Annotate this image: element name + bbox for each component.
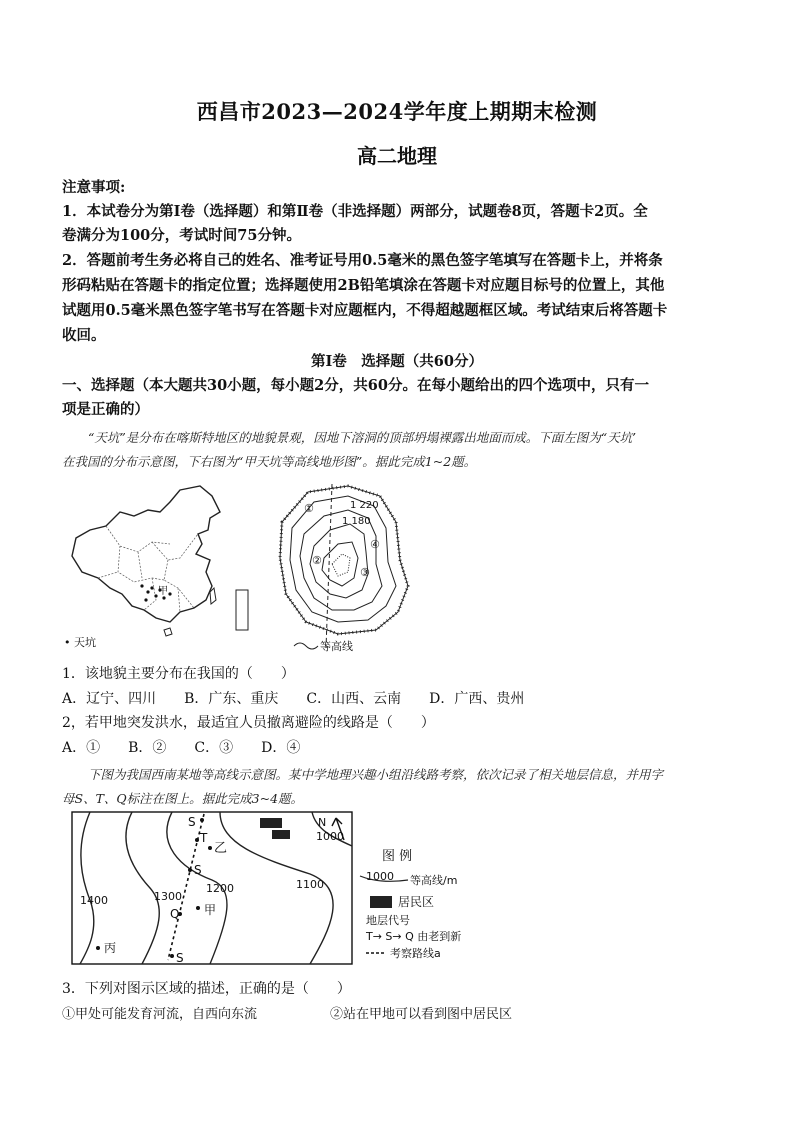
tiankeng-contour-map xyxy=(268,482,418,652)
map-label-jia: 甲 xyxy=(158,586,168,597)
map-legend-tiankeng: • 天坑 xyxy=(64,636,96,649)
notes-item2-line1: 2．答题前考生务必将自己的姓名、准考证号用0.5毫米的黑色签字笔填写在答题卡上，并将条 xyxy=(62,252,663,269)
china-karst-map xyxy=(60,482,250,652)
contour-legend-line xyxy=(294,643,318,649)
q2-stem: 2，若甲地突发洪水，最适宜人员撤离避险的线路是（ ） xyxy=(62,715,435,731)
notes-item1-line2: 卷满分为100分，考试时间75分钟。 xyxy=(62,227,301,244)
south-china-sea-inset xyxy=(236,590,248,630)
label-1200: 1200 xyxy=(206,882,234,895)
legend-strata-seq: T→ S→ Q 由老到新 xyxy=(366,930,462,943)
q1-options: A．辽宁、四川 B．广东、重庆 C．山西、云南 D．广西、贵州 xyxy=(62,691,525,707)
q3-option-1: ①甲处可能发育河流，自西向东流 xyxy=(62,1007,258,1022)
legend-title: 图 例 xyxy=(382,849,413,864)
q2-options: A．① B．② C．③ D．④ xyxy=(62,740,301,756)
passage1-line1: “天坑”是分布在喀斯特地区的地貌景观，因地下溶洞的顶部坍塌裸露出地面而成。下面左图为“天坑’ xyxy=(88,430,637,445)
label-yi: 乙 xyxy=(214,841,228,856)
q1-stem: 1．该地貌主要分布在我国的（ ） xyxy=(62,666,295,682)
notes-item2-line4: 收回。 xyxy=(62,327,106,344)
notes-item1-line1: 1．本试卷分为第Ⅰ卷（选择题）和第Ⅱ卷（非选择题）两部分，试题卷8页，答题卡2页。全 xyxy=(62,203,648,220)
taiwan-island xyxy=(210,588,216,604)
label-T: T xyxy=(200,831,208,845)
contour-core xyxy=(332,554,350,576)
section1-heading: 第Ⅰ卷 选择题（共60分） xyxy=(311,353,483,370)
label-bing: 丙 xyxy=(104,941,117,955)
legend-residential-swatch xyxy=(370,896,392,908)
point-S-top xyxy=(200,818,204,822)
label-S-top: S xyxy=(188,815,196,829)
point-yi xyxy=(208,846,212,850)
point-S-bottom xyxy=(170,954,174,958)
north-label: N xyxy=(318,816,327,829)
legend-strata-title: 地层代号 xyxy=(366,914,410,927)
contour-inner xyxy=(322,542,358,586)
passage1-line2: 在我国的分布示意图，下右图为“甲天坑等高线地形图”。据此完成1~2题。 xyxy=(62,454,477,469)
passage2-line2: 母S、T、Q标注在图上。据此完成3~4题。 xyxy=(62,791,304,806)
contour-legend-text: 等高线 xyxy=(320,640,353,652)
southwest-contour-map xyxy=(60,810,480,970)
legend-contour-text: 等高线/m xyxy=(410,874,458,887)
route-1: ① xyxy=(304,502,314,515)
q3-stem: 3．下列对图示区域的描述，正确的是（ ） xyxy=(62,981,351,997)
label-1400: 1400 xyxy=(80,894,108,907)
exam-subject: 高二地理 xyxy=(357,144,437,168)
legend-contour-value: 1000 xyxy=(366,870,394,883)
dashed-line xyxy=(326,484,332,648)
residential-block-2 xyxy=(272,830,290,839)
contour-outer xyxy=(280,486,408,634)
label-1000: 1000 xyxy=(316,830,344,843)
route-4: ④ xyxy=(370,538,380,551)
label-S-bottom: S xyxy=(176,951,184,965)
notes-heading: 注意事项: xyxy=(62,179,126,196)
contour-label-1220: 1 220 xyxy=(350,500,379,511)
label-S-mid: S xyxy=(194,863,202,877)
route-2: ② xyxy=(312,554,322,567)
point-jia xyxy=(196,906,200,910)
exam-title: 西昌市2023—2024学年度上期期末检测 xyxy=(196,99,598,124)
hainan-island xyxy=(164,628,172,636)
legend-route-text: 考察路线a xyxy=(390,947,441,960)
notes-item2-line3: 试题用0.5毫米黑色签字笔书写在答题卡对应题框内，不得超越题框区域。考试结束后将答题卡 xyxy=(62,302,668,319)
residential-block-1 xyxy=(260,818,282,828)
q3-option-2: ②站在甲地可以看到图中居民区 xyxy=(330,1007,513,1022)
label-1100: 1100 xyxy=(296,878,324,891)
section1-instruction-line1: 一、选择题（本大题共30小题，每小题2分，共60分。在每小题给出的四个选项中，只有一 xyxy=(62,377,649,394)
point-T xyxy=(195,838,199,842)
notes-item2-line2: 形码粘贴在答题卡的指定位置；选择题使用2B铅笔填涂在答题卡对应题目标号的位置上，其他 xyxy=(62,277,665,294)
label-Q: Q xyxy=(170,907,180,921)
label-1300: 1300 xyxy=(154,890,182,903)
contour-label-1180: 1 180 xyxy=(342,516,371,527)
passage2-line1: 下图为我国西南某地等高线示意图。某中学地理兴趣小组沿线路考察，依次记录了相关地层信息，并用字 xyxy=(88,767,664,782)
label-jia: 甲 xyxy=(204,903,217,917)
route-3: ③ xyxy=(360,566,370,579)
legend-residential-text: 居民区 xyxy=(398,895,435,909)
point-S-mid xyxy=(188,868,192,872)
section1-instruction-line2: 项是正确的） xyxy=(62,401,149,418)
point-bing xyxy=(96,946,100,950)
